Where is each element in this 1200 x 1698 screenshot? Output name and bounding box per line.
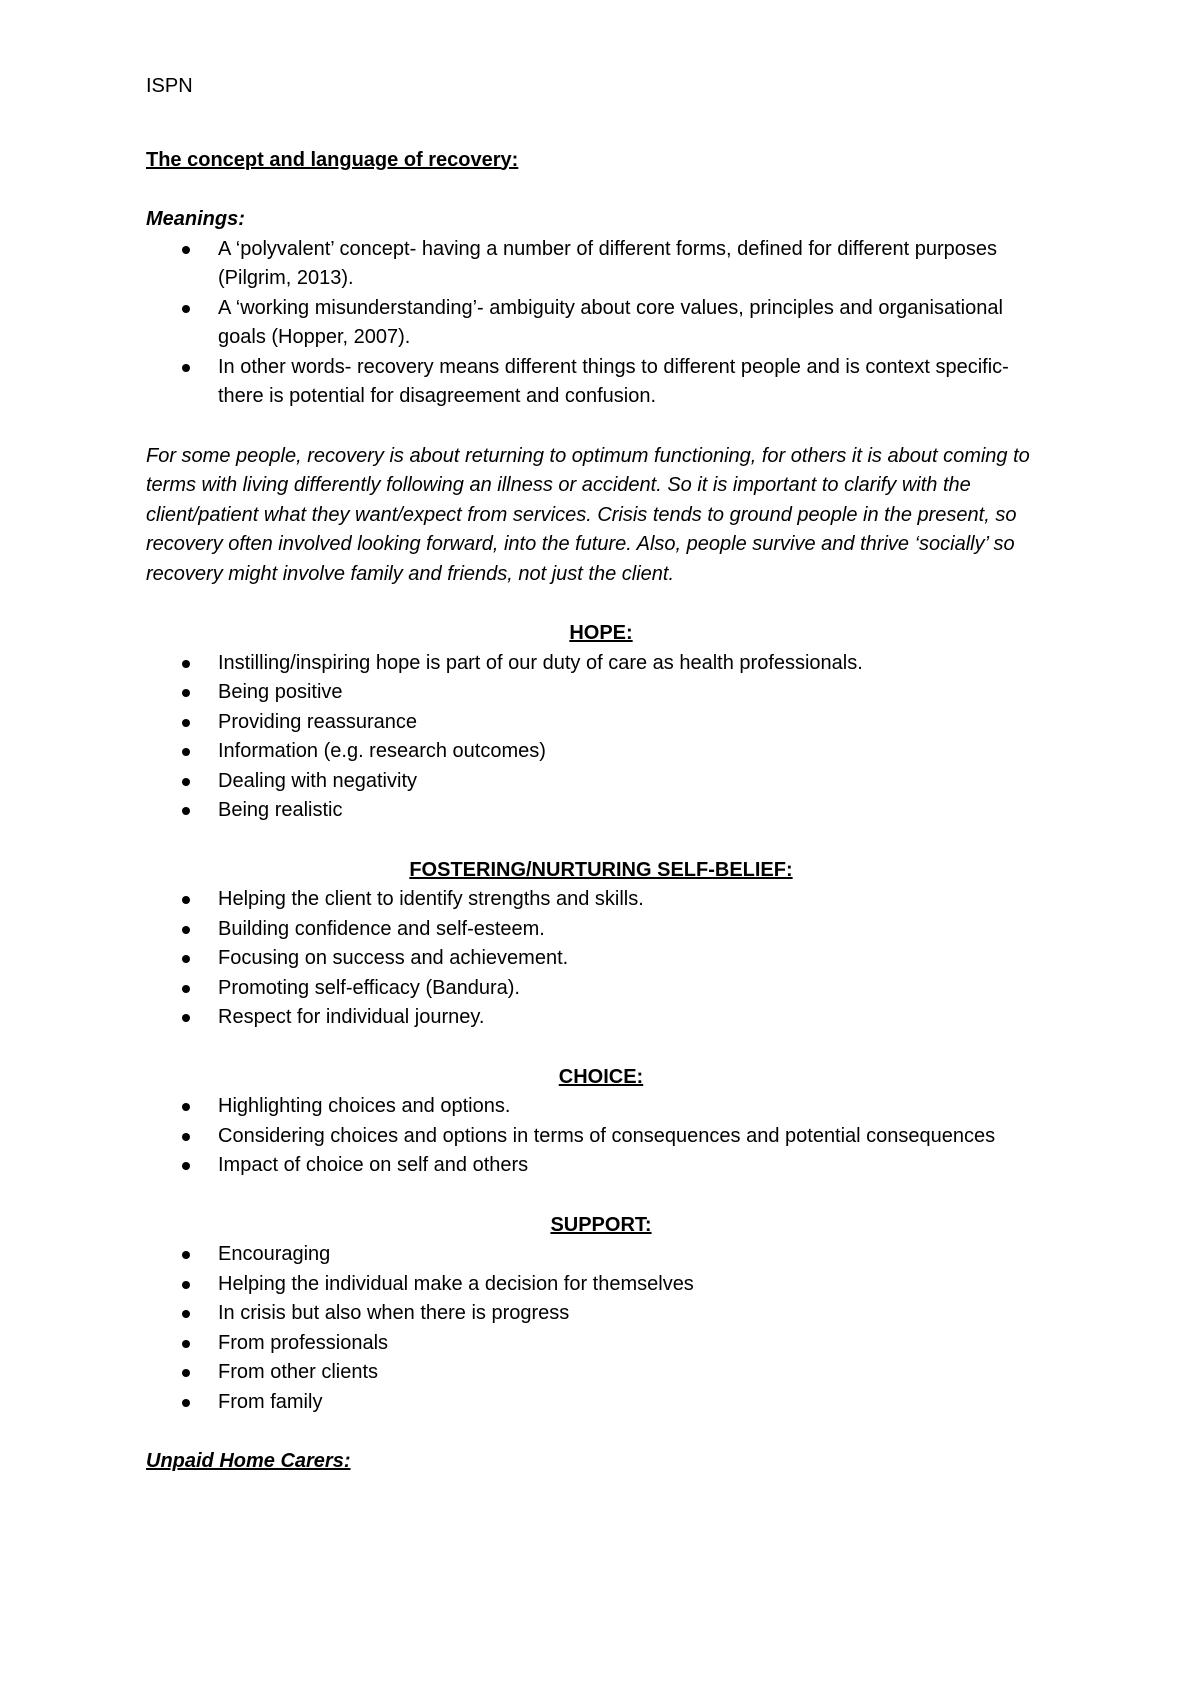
bullet-icon [182, 896, 190, 904]
bullet-icon [182, 1399, 190, 1407]
list-item-text: Respect for individual journey. [218, 1006, 485, 1028]
document-content [146, 72, 1056, 1477]
list-item-text: Helping the individual make a decision for themselves [218, 1272, 694, 1295]
section-hope [146, 619, 1056, 826]
bullet-icon [182, 748, 190, 756]
list-item-text: Information (e.g. research outcomes) [218, 740, 546, 762]
list-item-text: Promoting self-efficacy (Bandura). [218, 976, 520, 999]
bullet-icon [182, 1251, 190, 1259]
bullet-icon [182, 807, 190, 815]
list-item [146, 235, 1056, 294]
unpaid-home-carers-heading: Unpaid Home Carers: [146, 1450, 351, 1472]
list-item-text: From family [218, 1390, 323, 1413]
bullet-icon [182, 1162, 190, 1170]
list-item [146, 1299, 1056, 1329]
bullet-icon [182, 364, 190, 372]
list-item [146, 353, 1056, 412]
section-list [146, 885, 1056, 1033]
list-item-text: Dealing with negativity [218, 769, 417, 792]
list-item-text: Focusing on success and achievement. [218, 947, 569, 969]
bullet-icon [182, 1281, 190, 1289]
bullet-icon [182, 926, 190, 934]
list-item-text: Instilling/inspiring hope is part of our duty of care as health professionals. [218, 651, 863, 674]
meanings-list [146, 235, 1056, 412]
bullet-icon [182, 719, 190, 727]
bullet-icon [182, 1103, 190, 1111]
list-item [146, 1240, 1056, 1270]
section-list [146, 1240, 1056, 1417]
list-item-text: In crisis but also when there is progress [218, 1302, 570, 1324]
bullet-icon [182, 660, 190, 668]
list-item-text: Building confidence and self-esteem. [218, 917, 545, 940]
list-item-text: Highlighting choices and options. [218, 1095, 511, 1117]
list-item [146, 767, 1056, 797]
list-item-text: From professionals [218, 1331, 389, 1354]
recovery-paragraph: For some people, recovery is about returning to optimum functioning, for others it is about coming to terms with living differently following an illness or accident. So it is important to clarify with the client/patient what they want/expect from services. Crisis tends to ground people in the present, so recovery often involved looking forward, into the future. Also, people survive and thrive ‘socially’ so recovery might involve family and friends, not just the client. [146, 444, 1030, 585]
list-item-text: Helping the client to identify strengths and skills. [218, 888, 644, 910]
list-item [146, 1358, 1056, 1388]
bullet-icon [182, 246, 190, 254]
list-item [146, 294, 1056, 353]
list-item [146, 1270, 1056, 1300]
bullet-icon [182, 1369, 190, 1377]
list-item-text: A ‘working misunderstanding’- ambiguity about core values, principles and organisational goals (Hopper, 2007). [218, 296, 1003, 348]
list-item [146, 1122, 1056, 1152]
bullet-icon [182, 985, 190, 993]
section-self-belief [146, 856, 1056, 1033]
list-item-text: Impact of choice on self and others [218, 1154, 529, 1176]
list-item-text: In other words- recovery means different things to different people and is context specific- there is potential for disagreement and confusion. [218, 355, 1009, 407]
list-item [146, 1329, 1056, 1359]
list-item [146, 915, 1056, 945]
list-item [146, 678, 1056, 708]
bullet-icon [182, 1310, 190, 1318]
list-item [146, 796, 1056, 826]
list-item [146, 944, 1056, 974]
section-choice [146, 1063, 1056, 1181]
list-item [146, 708, 1056, 738]
list-item [146, 885, 1056, 915]
section-heading: CHOICE: [558, 1065, 644, 1088]
section-heading: FOSTERING/NURTURING SELF-BELIEF: [409, 858, 793, 881]
list-item [146, 974, 1056, 1004]
section-list [146, 1092, 1056, 1181]
list-item-text: From other clients [218, 1361, 379, 1383]
bullet-icon [182, 955, 190, 963]
list-item-text: Encouraging [218, 1243, 331, 1265]
meanings-heading: Meanings: [146, 208, 245, 230]
section-heading: SUPPORT: [550, 1213, 652, 1236]
list-item [146, 1151, 1056, 1181]
list-item-text: Being positive [218, 681, 343, 703]
list-item-text: A ‘polyvalent’ concept- having a number of different forms, defined for different purposes (Pilgrim, 2013). [218, 237, 997, 289]
list-item [146, 1003, 1056, 1033]
document-title: The concept and language of recovery: [146, 148, 519, 171]
bullet-icon [182, 689, 190, 697]
bullet-icon [182, 1133, 190, 1141]
list-item [146, 1092, 1056, 1122]
bullet-icon [182, 1340, 190, 1348]
list-item-text: Considering choices and options in terms of consequences and potential consequences [218, 1124, 996, 1147]
bullet-icon [182, 778, 190, 786]
list-item [146, 649, 1056, 679]
section-list [146, 649, 1056, 826]
list-item [146, 737, 1056, 767]
bullet-icon [182, 305, 190, 313]
section-support [146, 1211, 1056, 1418]
document-label: ISPN [146, 75, 193, 97]
list-item [146, 1388, 1056, 1418]
list-item-text: Being realistic [218, 799, 343, 821]
bullet-icon [182, 1014, 190, 1022]
list-item-text: Providing reassurance [218, 710, 417, 733]
section-heading: HOPE: [569, 622, 633, 644]
